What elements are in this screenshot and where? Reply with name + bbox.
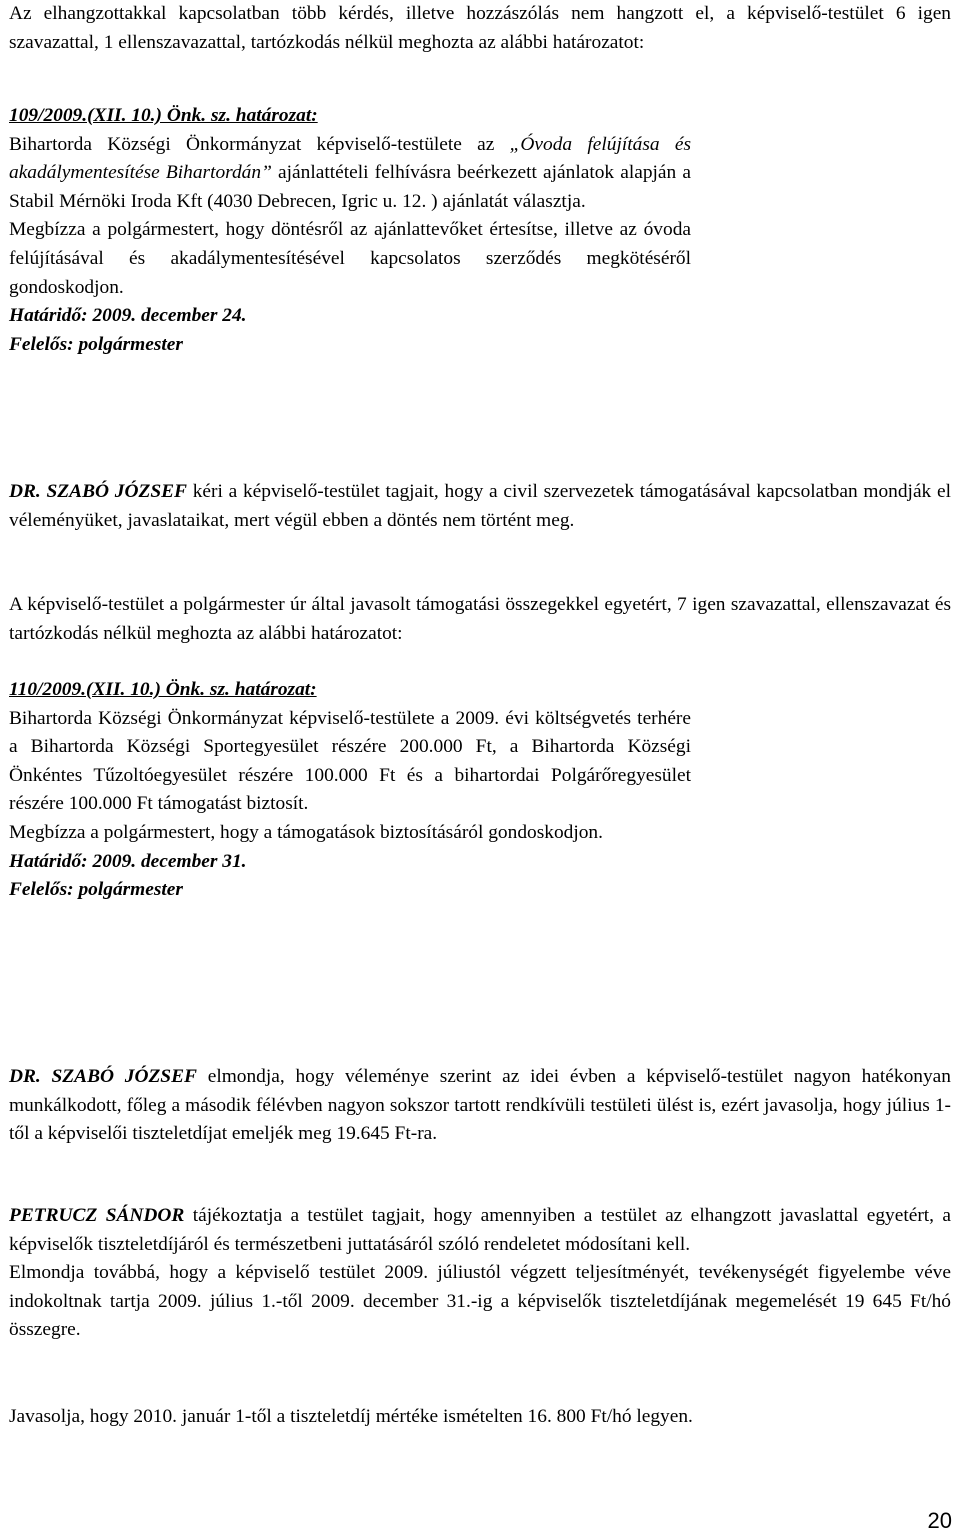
szabo-comment-1	[9, 478, 951, 535]
intro-text: Az elhangzottakkal kapcsolatban több kérdés, illetve hozzászólás nem hangzott el, a képviselő-testület 6 igen szavazattal, 1 ellenszavazattal, tartózkodás nélkül meghozta az alábbi határozatot:	[9, 3, 951, 53]
resolution-body-pre: Bihartorda Községi Önkormányzat képviselő-testülete az	[9, 133, 510, 155]
resolution-body	[9, 131, 691, 217]
resolution-responsible: Felelős: polgármester	[9, 333, 183, 355]
speaker-statement: tájékoztatja a testület tagjait, hogy amennyiben a testület az elhangzott javaslattal egyetért, a képviselők tiszteletdíjáról és természetbeni juttatásáról szóló rendeletet módosítani kell.	[9, 1205, 951, 1255]
resolution-109	[9, 102, 951, 359]
speaker-name: DR. SZABÓ JÓZSEF	[9, 481, 187, 502]
resolution-mandate: Megbízza a polgármestert, hogy a támogatások biztosításáról gondoskodjon.	[9, 821, 603, 843]
proposal-text: Javasolja, hogy 2010. január 1-től a tiszteletdíj mértéke ismételten 16. 800 Ft/hó legyen.	[9, 1406, 693, 1427]
proposal-paragraph	[9, 1403, 951, 1432]
szabo-comment-1-text	[9, 478, 951, 535]
speaker-name: PETRUCZ SÁNDOR	[9, 1205, 185, 1226]
resolution-deadline: Határidő: 2009. december 31.	[9, 850, 247, 872]
szabo-comment-2	[9, 1063, 951, 1149]
resolution-body: Bihartorda Községi Önkormányzat képviselő-testülete a 2009. évi költségvetés terhére a Bihartorda Községi Sportegyesület részére 200.000 Ft, a Bihartorda Községi Önkéntes Tűzoltóegyesület részére 100.000 Ft és a bihartordai Polgárőregyesület részére 100.000 Ft támogatást biztosít.	[9, 707, 691, 815]
resolution-responsible: Felelős: polgármester	[9, 879, 183, 901]
szabo-comment-2-text	[9, 1063, 951, 1149]
vote-paragraph	[9, 591, 951, 648]
resolution-mandate: Megbízza a polgármestert, hogy döntésről az ajánlattevőket értesítse, illetve az óvoda felújításával és akadálymentesítésével kapcsolatos szerződés megkötéséről gondoskodjon.	[9, 219, 691, 298]
resolution-number: 110/2009.(XII. 10.) Önk. sz. határozat:	[9, 679, 317, 700]
resolution-body-post: ajánlattételi felhívásra beérkezett ajánlatok alapján a Stabil Mérnöki Iroda Kft (4030 Debrecen, Igric u. 12. ) ajánlatát választja.	[9, 162, 691, 212]
resolution-110	[9, 676, 951, 905]
speaker-name: DR. SZABÓ JÓZSEF	[9, 1066, 197, 1087]
resolution-deadline: Határidő: 2009. december 24.	[9, 305, 247, 327]
resolution-heading	[9, 102, 951, 131]
petrucz-text	[9, 1202, 951, 1259]
intro-paragraph	[9, 0, 951, 57]
tender-title: „Óvoda felújítása és akadálymentesítése Bihartordán”	[9, 133, 691, 184]
page-number: 20	[927, 1508, 952, 1533]
petrucz-text-2: Elmondja továbbá, hogy a képviselő testület 2009. júliustól végzett teljesítményét, tevékenységét figyelembe véve indokoltnak tartja 2009. július 1.-től 2009. december 31.-ig a képviselők tiszteletdíjának megemelését 19 645 Ft/hó összegre.	[9, 1262, 951, 1341]
petrucz-comment	[9, 1202, 951, 1345]
resolution-number: 109/2009.(XII. 10.) Önk. sz. határozat:	[9, 105, 318, 126]
resolution-heading	[9, 676, 951, 705]
vote-text: A képviselő-testület a polgármester úr által javasolt támogatási összegekkel egyetért, 7 igen szavazattal, ellenszavazat és tartózkodás nélkül meghozta az alábbi határozatot:	[9, 594, 951, 644]
speaker-statement: kéri a képviselő-testület tagjait, hogy a civil szervezetek támogatásával kapcsolatban mondják el véleményüket, javaslataikat, mert végül ebben a döntés nem történt meg.	[9, 481, 951, 531]
speaker-statement: elmondja, hogy véleménye szerint az idei évben a képviselő-testület nagyon hatékonyan munkálkodott, főleg a második félévben nagyon sokszor tartott rendkívüli testületi ülést is, ezért javasolja, hogy július 1-től a képviselői tiszteletdíjat emeljék meg 19.645 Ft-ra.	[9, 1066, 951, 1145]
